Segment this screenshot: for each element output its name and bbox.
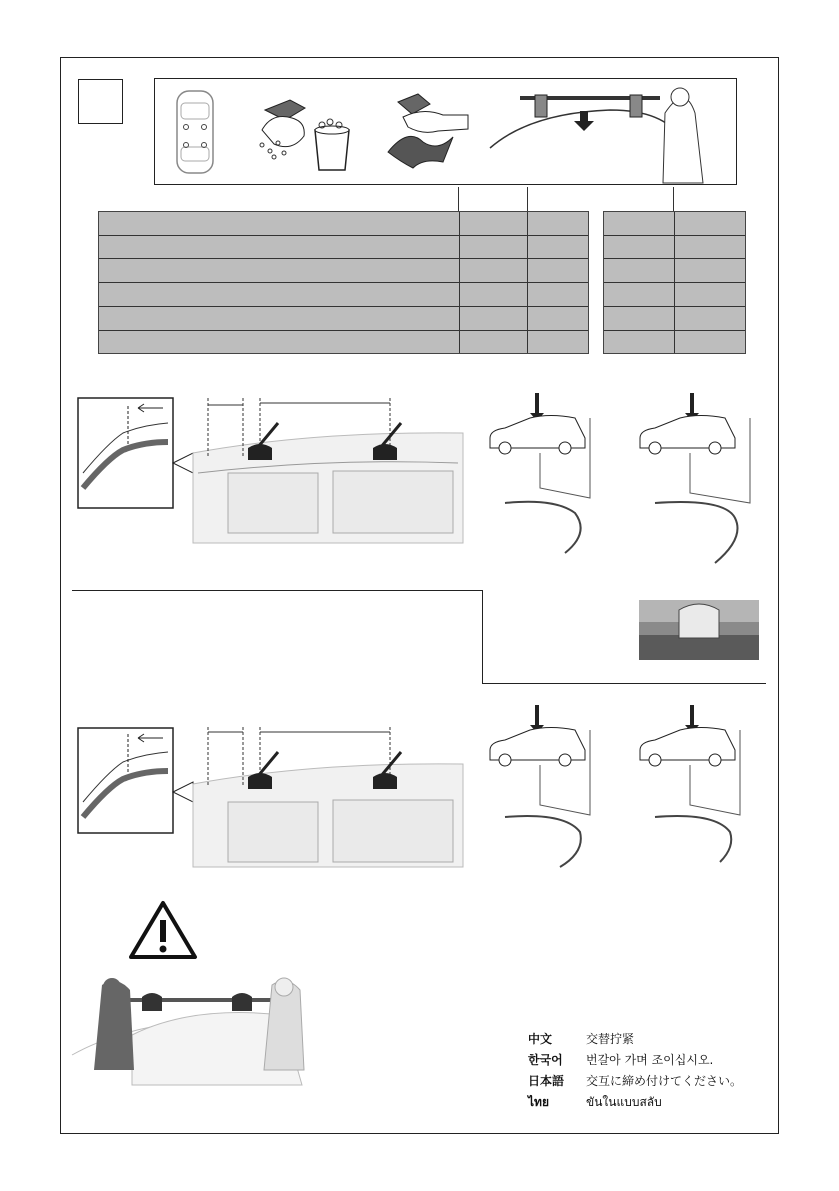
step-number-box [78, 79, 123, 124]
car-top-view-icon [167, 87, 227, 177]
wipe-cloth-icon [383, 87, 473, 182]
section-divider-bottom [482, 683, 766, 684]
car-profile-front-marker-lower-left [480, 705, 600, 865]
section-divider-top [72, 590, 482, 591]
language-name: ไทย [528, 1095, 549, 1109]
wash-sponge-icon [250, 85, 360, 180]
alternate-tightening-illustration [72, 975, 312, 1095]
warning-triangle-icon [128, 900, 198, 960]
instruction-japanese [528, 1074, 742, 1088]
car-profile-front-marker-lower-right [630, 705, 750, 865]
language-name: 中文 [528, 1032, 553, 1046]
instruction-thai [528, 1095, 662, 1109]
roof-contact-photo [639, 600, 759, 660]
roof-bar-placement-icon [490, 83, 720, 183]
language-text: 번갈아 가며 조이십시오. [586, 1053, 714, 1067]
roof-rack-install-illustration-upper [78, 393, 468, 543]
fit-table-main [98, 211, 589, 354]
language-text: 交互に締め付けてください。 [586, 1074, 743, 1088]
roof-rack-install-illustration-lower [78, 722, 468, 867]
car-profile-front-marker-upper-left [480, 393, 600, 553]
preparation-panel [154, 78, 737, 185]
language-name: 한국어 [528, 1053, 563, 1067]
section-divider-vertical [482, 590, 483, 683]
language-name: 日本語 [528, 1074, 565, 1088]
language-text: 交替拧紧 [586, 1032, 635, 1046]
table-column-ticks [0, 187, 839, 212]
language-text: ขันในแบบสลับ [586, 1095, 662, 1109]
car-profile-front-marker-upper-right [630, 393, 750, 563]
fit-table-side [603, 211, 746, 354]
instruction-chinese [528, 1032, 634, 1046]
instruction-korean [528, 1053, 713, 1067]
